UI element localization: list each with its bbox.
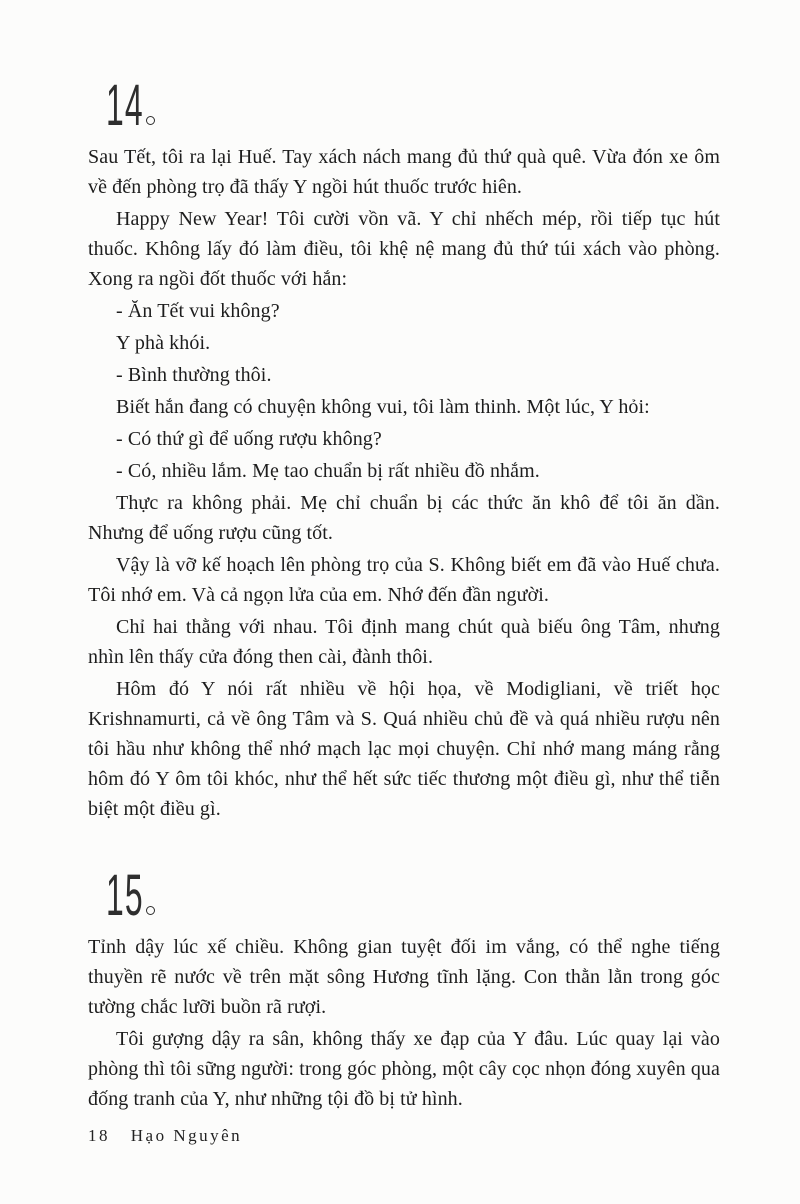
dialogue-line: - Ăn Tết vui không?	[116, 300, 280, 322]
dialogue-line: - Bình thường thôi.	[116, 364, 272, 386]
dialogue-line: - Có, nhiều lắm. Mẹ tao chuẩn bị rất nhiều đồ nhắm.	[116, 460, 540, 482]
paragraph: Happy New Year! Tôi cười vồn vã. Y chỉ nhếch mép, rồi tiếp tục hút thuốc. Không lấy đó làm điều, tôi khệ nệ mang đủ thứ túi xách vào phòng. Xong ra ngồi đốt thuốc với hắn:	[88, 208, 720, 290]
section-15-heading	[106, 863, 720, 928]
paragraph: Hôm đó Y nói rất nhiều về hội họa, về Modigliani, về triết học Krishnamurti, cả về ông Tâm và S. Quá nhiều chủ đề và quá nhiều rượu nên tôi hầu như không thể nhớ mạch lạc mọi chuyện. Chỉ nhớ mang máng rằng hôm đó Y ôm tôi khóc, như thể hết sức tiếc thương một điều gì, như thể tiễn biệt một điều gì.	[88, 678, 720, 820]
page-number: 18	[88, 1126, 110, 1145]
section-14	[88, 73, 720, 824]
paragraph: Biết hắn đang có chuyện không vui, tôi làm thinh. Một lúc, Y hỏi:	[116, 396, 650, 418]
section-number: 14	[106, 73, 144, 138]
paragraph: Chỉ hai thằng với nhau. Tôi định mang chút quà biếu ông Tâm, nhưng nhìn lên thấy cửa đóng then cài, đành thôi.	[88, 616, 720, 668]
running-author: Hạo Nguyên	[130, 1126, 243, 1145]
page-content	[88, 0, 720, 1116]
section-14-heading	[106, 73, 720, 138]
section-15	[88, 863, 720, 1114]
paragraph: Tỉnh dậy lúc xế chiều. Không gian tuyệt đối im vắng, có thể nghe tiếng thuyền rẽ nước về trên mặt sông Hương tĩnh lặng. Con thằn lằn trong góc tường chắc lưỡi buồn rã rượi.	[88, 936, 720, 1018]
heading-circle-mark	[146, 906, 155, 915]
paragraph: Tôi gượng dậy ra sân, không thấy xe đạp của Y đâu. Lúc quay lại vào phòng thì tôi sững người: trong góc phòng, một cây cọc nhọn đóng xuyên qua đống tranh của Y, như những tội đồ bị tử hình.	[88, 1028, 720, 1110]
heading-circle-mark	[146, 116, 155, 125]
page-footer	[88, 1126, 242, 1146]
paragraph: Sau Tết, tôi ra lại Huế. Tay xách nách mang đủ thứ quà quê. Vừa đón xe ôm về đến phòng trọ đã thấy Y ngồi hút thuốc trước hiên.	[88, 146, 720, 198]
paragraph: Thực ra không phải. Mẹ chỉ chuẩn bị các thức ăn khô để tôi ăn dần. Nhưng để uống rượu cũng tốt.	[88, 492, 720, 544]
section-number: 15	[106, 863, 144, 928]
dialogue-line: - Có thứ gì để uống rượu không?	[116, 428, 382, 450]
paragraph: Vậy là vỡ kế hoạch lên phòng trọ của S. Không biết em đã vào Huế chưa. Tôi nhớ em. Và cả ngọn lửa của em. Nhớ đến đần người.	[88, 554, 720, 606]
paragraph: Y phà khói.	[116, 332, 211, 354]
